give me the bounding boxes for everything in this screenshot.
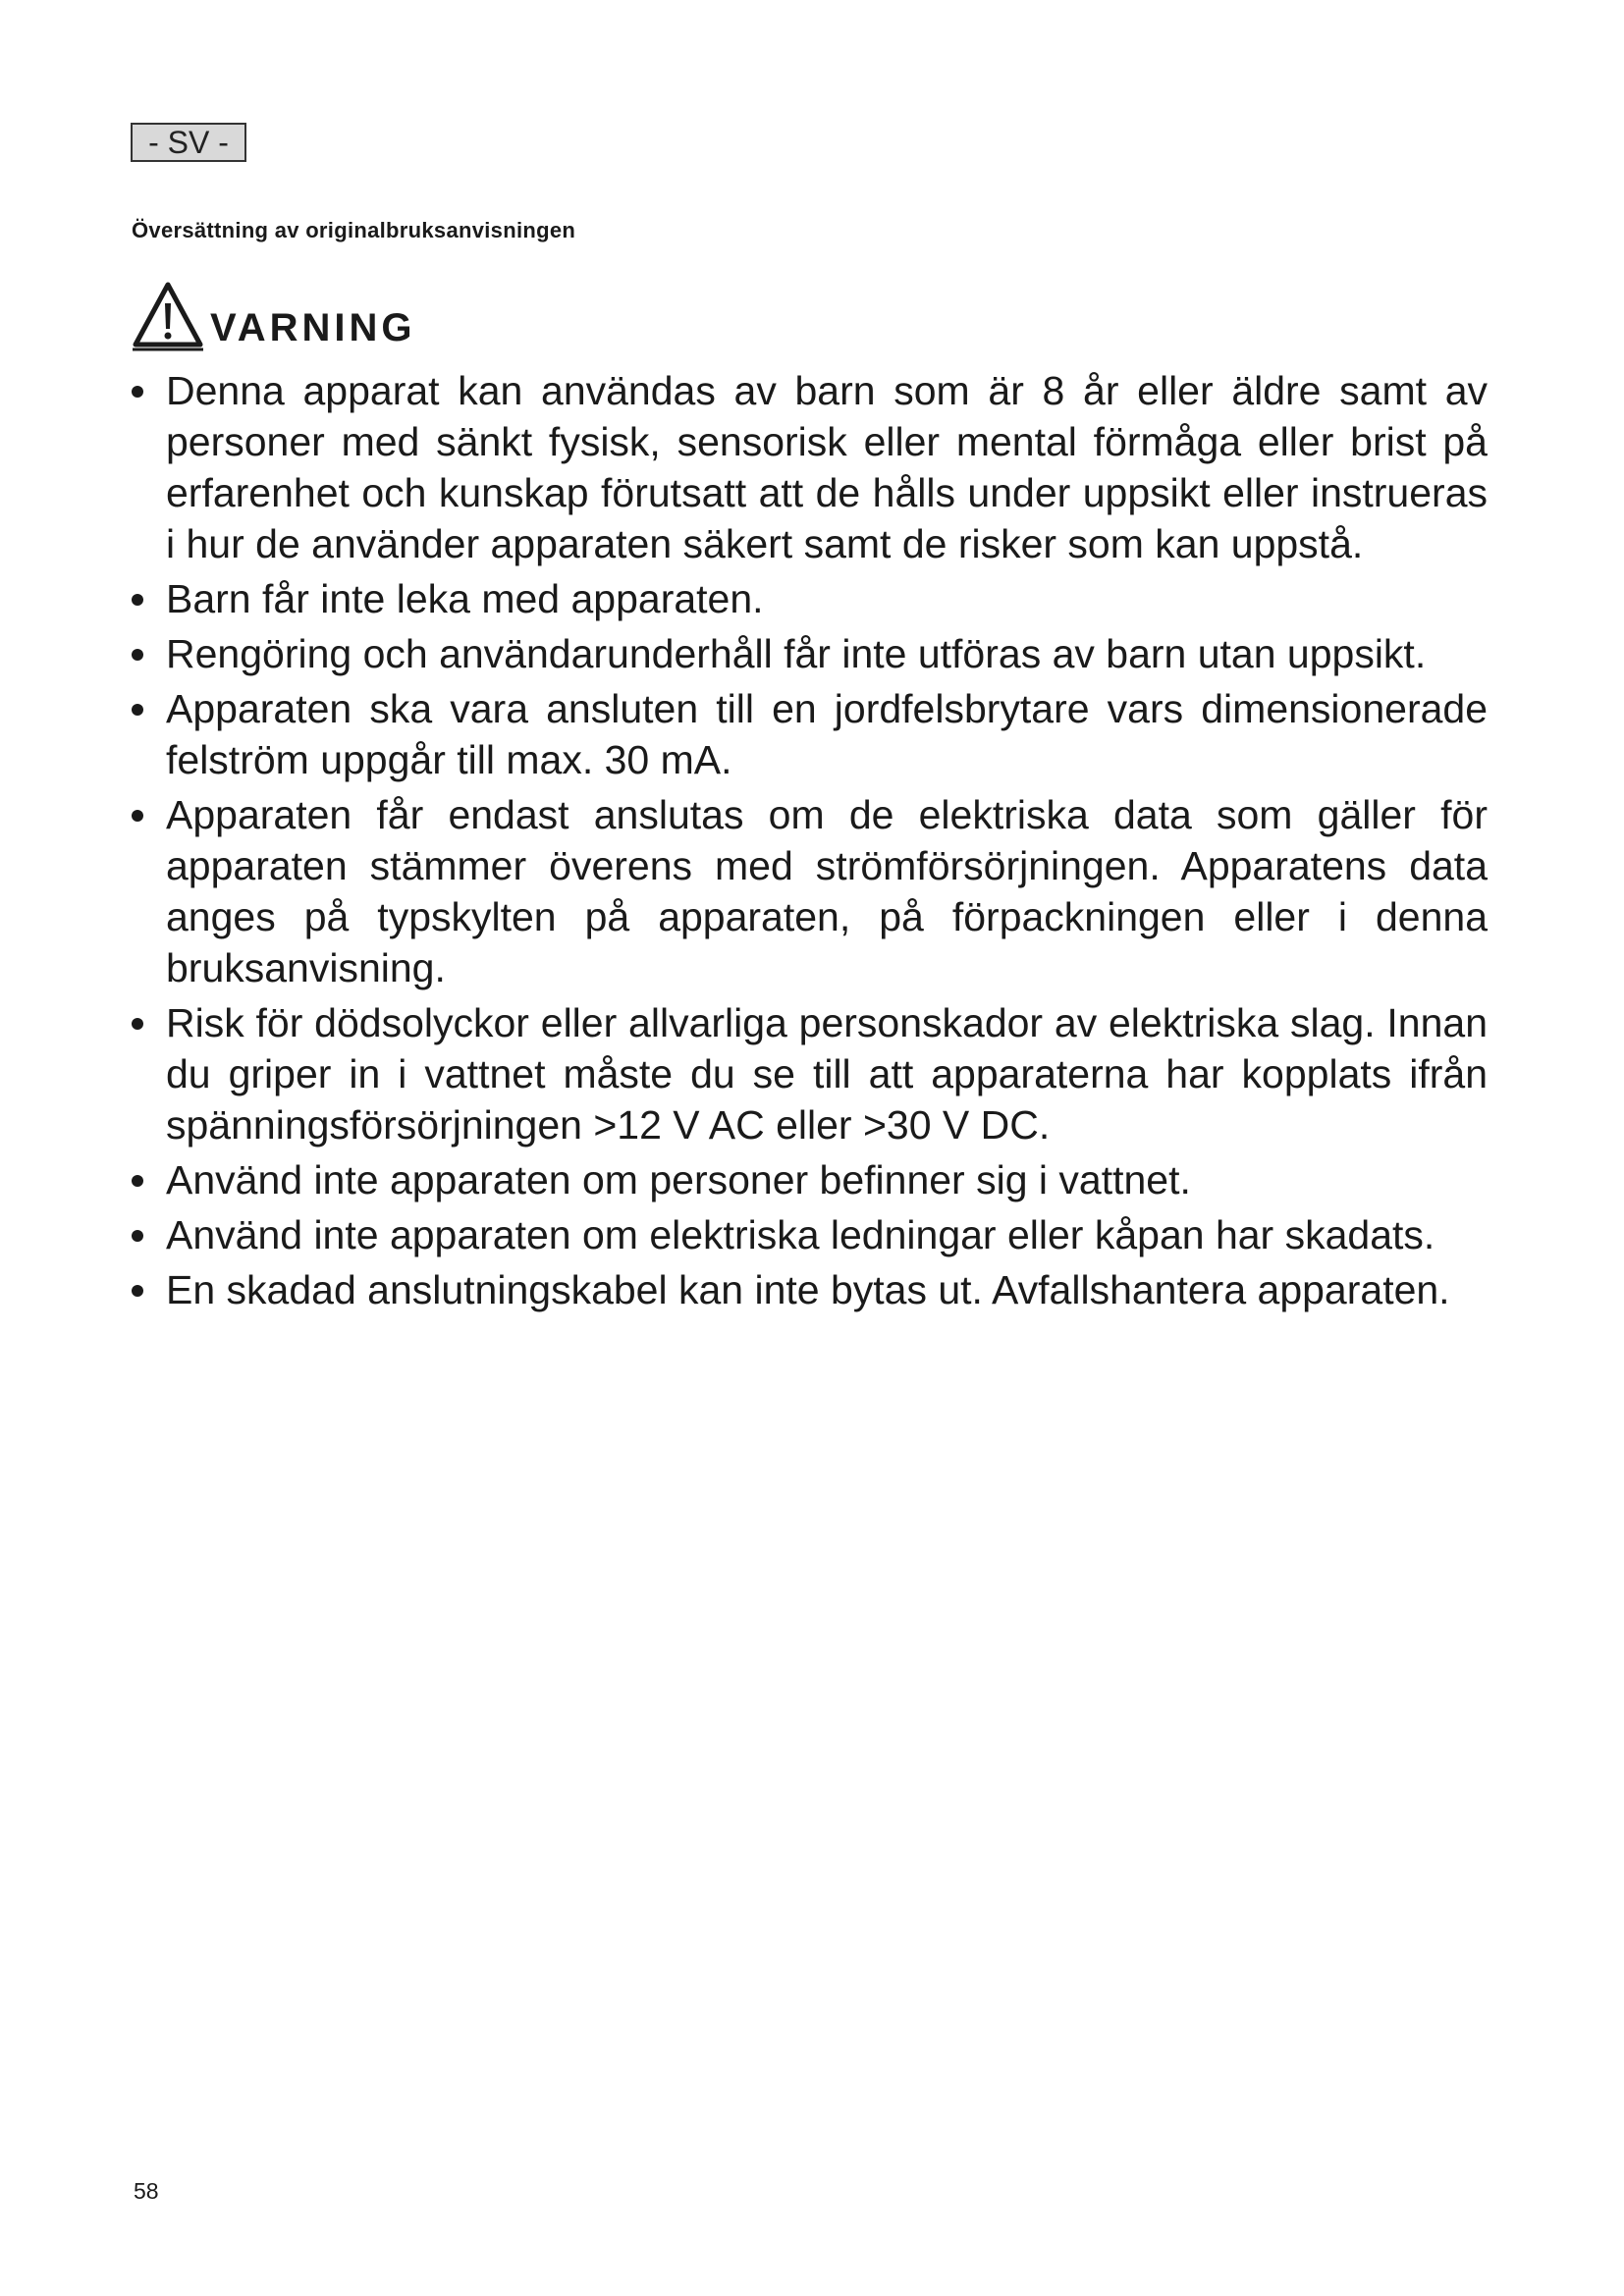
warning-item [128,1264,1488,1315]
language-tag: - SV - [131,123,246,162]
bullet-icon [132,1285,143,1297]
page-number: 58 [134,2178,159,2204]
warning-item [128,628,1488,679]
warning-item-text: Rengöring och användarunderhåll får inte utföras av barn utan uppsikt. [166,631,1427,676]
warning-item-text: Använd inte apparaten om elektriska ledningar eller kåpan har skadats. [166,1212,1435,1257]
warning-item-text: Barn får inte leka med apparaten. [166,576,764,621]
bullet-icon [132,704,143,716]
warning-title: VARNING [210,306,416,349]
warning-item [128,683,1488,785]
warning-item [128,365,1488,569]
bullet-icon [132,810,143,822]
bullet-icon [132,594,143,606]
bullet-icon [132,1175,143,1187]
warning-item [128,789,1488,993]
bullet-icon [132,1018,143,1030]
bullet-icon [132,649,143,661]
warning-item-text: Risk för dödsolyckor eller allvarliga personskador av elektriska slag. Innan du griper in i vattnet måste du se till att apparaterna har kopplats ifrån spänningsförsörjningen >12 V AC eller >30 V DC. [166,1000,1488,1148]
warning-triangle-icon [132,280,204,352]
warning-item-text: Använd inte apparaten om personer befinner sig i vattnet. [166,1157,1191,1202]
document-subtitle: Översättning av originalbruksanvisningen [132,218,576,242]
warning-item [128,997,1488,1150]
warning-list [128,365,1488,1319]
bullet-icon [132,386,143,398]
warning-heading [132,278,415,352]
bullet-icon [132,1230,143,1242]
warning-item-text: Denna apparat kan användas av barn som är 8 år eller äldre samt av personer med sänkt fysisk, sensorisk eller mental förmåga eller brist på erfarenhet och kunskap förutsatt att de hålls under uppsikt eller instrueras i hur de använder apparaten säkert samt de risker som kan uppstå. [166,368,1488,566]
warning-item-text: Apparaten ska vara ansluten till en jordfelsbrytare vars dimensionerade felström uppgår till max. 30 mA. [166,686,1488,782]
warning-item [128,1154,1488,1205]
warning-item [128,573,1488,624]
warning-item [128,1209,1488,1260]
warning-item-text: Apparaten får endast anslutas om de elektriska data som gäller för apparaten stämmer överens med strömförsörjningen. Apparatens data anges på typskylten på apparaten, på förpackningen eller i denna bruksanvisning. [166,792,1488,990]
warning-item-text: En skadad anslutningskabel kan inte bytas ut. Avfallshantera apparaten. [166,1267,1450,1312]
